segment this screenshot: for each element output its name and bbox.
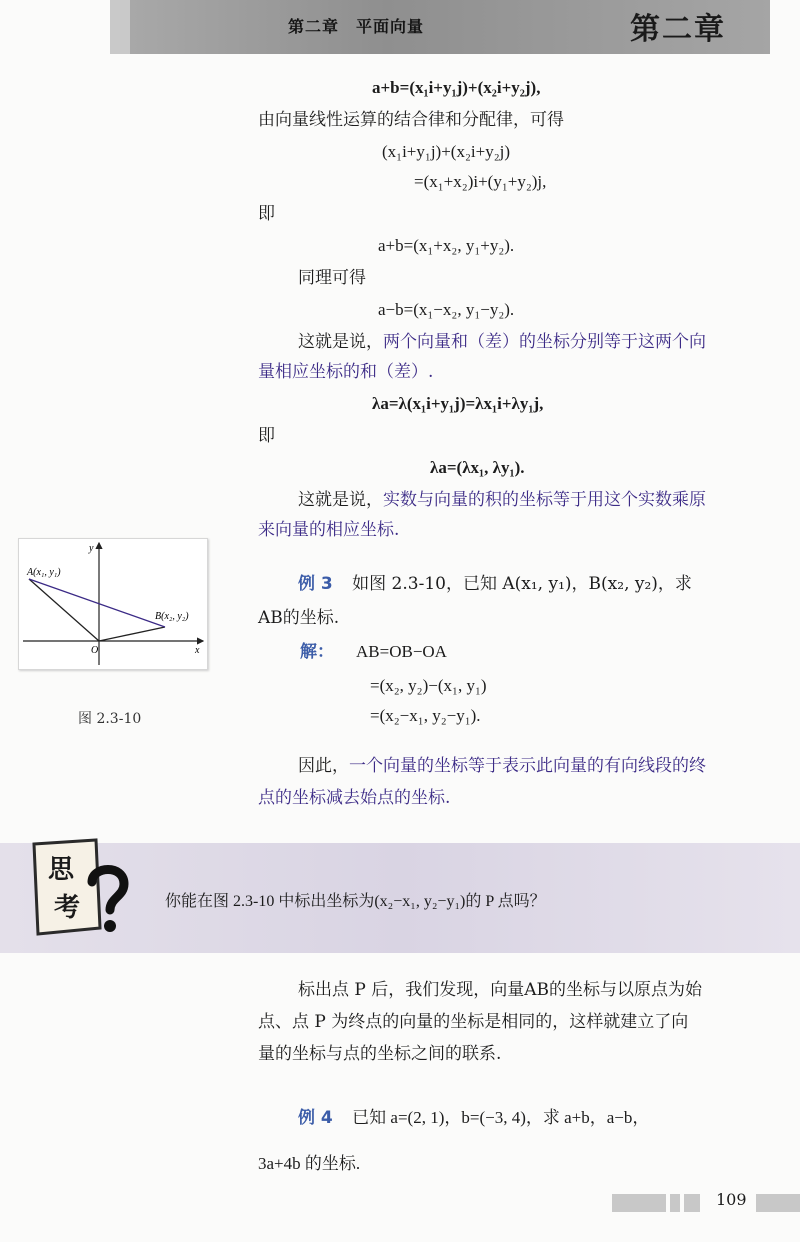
label-O: O <box>91 645 99 656</box>
after-para-line3: 量的坐标与点的坐标之间的联系. <box>258 1044 502 1064</box>
eq-diff-coords: a−b=(x₁−x₂, y₁−y₂). <box>378 300 515 319</box>
figure-2-3-10 <box>18 538 208 670</box>
text-scalar-rule-cont: 来向量的相应坐标. <box>258 520 400 540</box>
conclusion-highlight: 一个向量的坐标等于表示此向量的有向线段的终 <box>349 756 706 776</box>
badge-char-top: 思 <box>48 855 75 885</box>
chapter-header-title: 第二章 平面向量 <box>288 17 425 36</box>
eq-scalar-expansion: λa=λ(x₁i+y₁j)=λx₁i+λy₁j, <box>372 394 544 413</box>
think-badge <box>26 838 136 938</box>
question-mark-dot <box>104 920 116 932</box>
text-scalar-rule-highlight: 实数与向量的积的坐标等于用这个实数乘原 <box>383 490 706 510</box>
text-sum-rule-prefix: 这就是说， <box>298 332 383 352</box>
example-4-label: 例 4 <box>298 1108 333 1128</box>
example-4-line2: 3a+4b 的坐标. <box>258 1154 361 1173</box>
text-sum-rule-cont: 量相应坐标的和（差）. <box>258 362 434 382</box>
page-number: 109 <box>716 1190 747 1209</box>
segment-OA <box>29 579 99 641</box>
example-3-label: 例 3 <box>298 574 333 594</box>
label-y: y <box>89 543 94 554</box>
text-linear-ops: 由向量线性运算的结合律和分配律，可得 <box>258 110 564 130</box>
solution-step-2: =(x₂, y₂)−(x₁, y₁) <box>370 676 487 695</box>
example-3-conclusion-cont: 点的坐标减去始点的坐标. <box>258 788 451 808</box>
think-question: 你能在图 2.3-10 中标出坐标为(x₂−x₁, y₂−y₁)的 P 点吗？ <box>165 893 546 910</box>
example-4-line1 <box>298 1106 649 1130</box>
solution-step-3: =(x₂−x₁, y₂−y₁). <box>370 706 481 725</box>
segment-OB <box>99 627 165 641</box>
label-x: x <box>195 645 200 656</box>
solution-label: 解： <box>300 642 334 662</box>
example-4-text: 已知 a=(2, 1)，b=(−3, 4)，求 a+b，a−b， <box>352 1108 650 1127</box>
after-para-line2: 点、点 P 为终点的向量的坐标是相同的，这样就建立了向 <box>258 1012 689 1032</box>
eq-sum-coords: a+b=(x₁+x₂, y₁+y₂). <box>378 236 515 255</box>
text-sum-rule <box>298 330 706 354</box>
footer-bars-svg <box>612 1188 800 1218</box>
example-3-line1 <box>298 572 692 596</box>
segment-AB <box>29 579 165 627</box>
label-B: B(x₂, y₂) <box>155 611 189 622</box>
text-scalar-rule-prefix: 这就是说， <box>298 490 383 510</box>
text-sum-rule-highlight: 两个向量和（差）的坐标分别等于这两个向 <box>383 332 706 352</box>
solution-step-1: AB=OB−OA <box>356 642 447 661</box>
label-A: A(x₁, y₁) <box>27 567 61 578</box>
example-3-conclusion <box>298 754 706 778</box>
text-ji-1: 即 <box>258 204 275 224</box>
example-3-text: 如图 2.3-10，已知 A(x₁, y₁)，B(x₂, y₂)，求 <box>352 574 692 594</box>
eq-scalar-coords: λa=(λx₁, λy₁). <box>430 458 525 477</box>
eq-sum-expansion: a+b=(x₁i+y₁j)+(x₂i+y₂j), <box>372 78 541 97</box>
eq-sum-result: =(x₁+x₂)i+(y₁+y₂)j, <box>414 172 547 191</box>
footer-decoration <box>612 1188 800 1218</box>
example-3-line2: AB的坐标. <box>258 608 340 628</box>
after-para-line1: 标出点 P 后，我们发现，向量AB的坐标与以原点为始 <box>298 980 703 1000</box>
think-badge-svg <box>26 838 136 938</box>
conclusion-prefix: 因此， <box>298 756 349 776</box>
badge-char-bottom: 考 <box>54 893 81 923</box>
text-scalar-rule <box>298 488 706 512</box>
figure-caption: 图 2.3-10 <box>78 711 142 727</box>
figure-svg <box>19 539 207 669</box>
eq-sum-regroup: (x₁i+y₁j)+(x₂i+y₂j) <box>382 142 511 161</box>
text-ji-2: 即 <box>258 426 275 446</box>
chapter-header-big: 第二章 <box>630 12 726 47</box>
text-similarly: 同理可得 <box>298 268 366 288</box>
